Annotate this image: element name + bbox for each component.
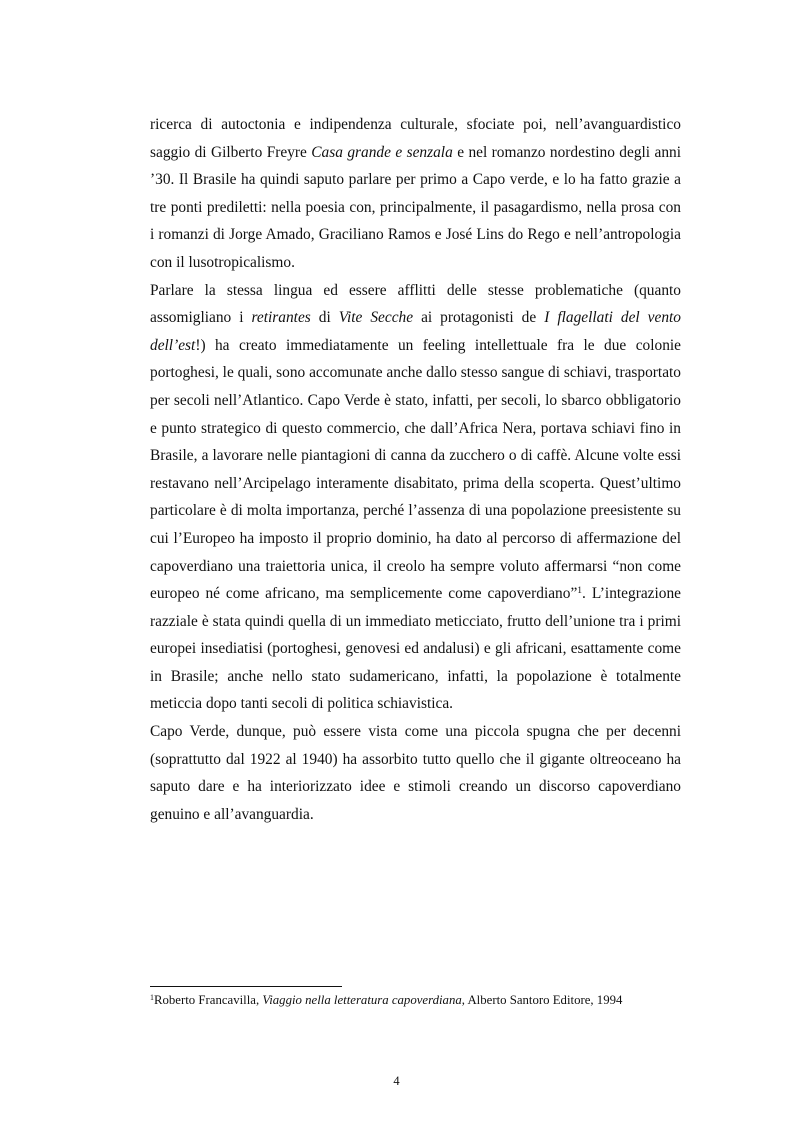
text-run: Capo Verde, dunque, può essere vista come una piccola spugna che per decenni (soprattutto dal 1922 al 1940) ha assorbito tutto quello che il gigante oltreoceano ha saputo dare e ha interiorizzato idee e stimoli creando un discorso capoverdiano genuino e all’avanguardia. — [150, 723, 681, 823]
italic-title: Casa grande e senzala — [311, 143, 453, 161]
text-run: di — [310, 309, 339, 327]
paragraph — [150, 718, 681, 828]
text-run: !) ha creato immediatamente un feeling intellettuale fra le due colonie portoghesi, le quali, sono accomunate anche dallo stesso sangue di schiavi, trasportato per secoli nell’Atlantico. Capo Verde è stato, infatti, per secoli, lo sbarco obbligatorio e punto strategico di questo commercio, che dall’Africa Nera, portava schiavi fino in Brasile, a lavorare nelle piantagioni di canna da zucchero o di caffè. Alcune volte essi restavano nell’Arcipelago interamente disabitato, prima della scoperta. Quest’ultimo particolare è di molta importanza, perché l’assenza di una popolazione preesistente su cui l’Europeo ha imposto il proprio dominio, ha dato al percorso di affermazione del capoverdiano una traiettoria unica, il creolo ha sempre voluto affermarsi “non come europeo né come africano, ma semplicemente come capoverdiano” — [150, 336, 681, 603]
footnote-separator — [150, 986, 342, 987]
text-run: , Alberto Santoro Editore, 1994 — [461, 993, 623, 1007]
italic-title: Vite Secche — [338, 309, 414, 327]
text-run: Parlare la stessa lingua ed essere afflitti delle stesse problematiche (quanto assomigliano i — [150, 281, 681, 327]
footnote — [150, 992, 710, 1009]
text-run: ai protagonisti de — [413, 309, 545, 327]
paragraph — [150, 277, 681, 719]
footnote-marker: 1 — [577, 584, 583, 596]
text-run: Roberto Francavilla, — [153, 993, 263, 1007]
text-run: e nel romanzo nordestino degli anni ’30. Il Brasile ha quindi saputo parlare per primo a Capo verde, e lo ha fatto grazie a tre ponti prediletti: nella poesia con, principalmente, il pasagardismo, nella prosa con i romanzi di Jorge Amado, Graciliano Ramos e José Lins do Rego e nell’antropologia con il lusotropicalismo. — [150, 143, 681, 271]
text-run: ricerca di autoctonia e indipendenza culturale, sfociate poi, nell’avanguardistico saggio di Gilberto Freyre — [150, 116, 681, 161]
page-number: 4 — [393, 1074, 400, 1088]
body-text — [150, 111, 681, 828]
italic-title: Viaggio nella letteratura capoverdiana — [262, 993, 462, 1007]
paragraph — [150, 111, 681, 277]
italic-title: I flagellati del vento dell’est — [150, 309, 681, 354]
text-run: . L’integrazione razziale è stata quindi quella di un immediato meticciato, frutto dell’unione tra i primi europei insediatisi (portoghesi, genovesi ed andalusi) e gli africani, esattamente come in Brasile; anche nello stato sudamericano, infatti, la popolazione è totalmente meticcia dopo tanti secoli di politica schiavistica. — [150, 585, 681, 713]
italic-title: retirantes — [251, 309, 311, 327]
footnote-marker: 1 — [150, 992, 154, 1002]
